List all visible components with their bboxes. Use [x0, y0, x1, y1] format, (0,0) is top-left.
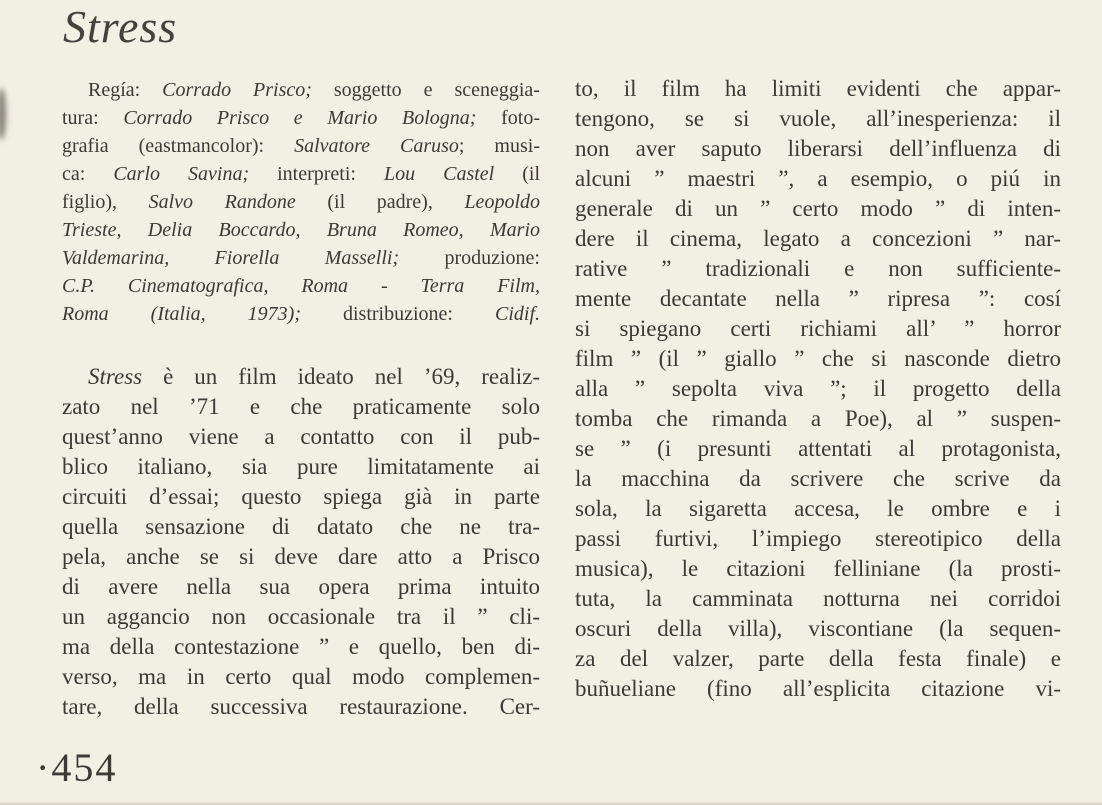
text-line: quella sensazione di datato che ne tra-	[62, 514, 540, 539]
text-line: si spiegano certi richiami all’ ” horror	[575, 316, 1061, 341]
text-line: Trieste, Delia Boccardo, Bruna Romeo, Mario	[62, 219, 540, 241]
entry-title: Stress	[63, 1, 178, 52]
text-line: blico italiano, sia pure limitatamente ai	[62, 454, 540, 479]
credits-block	[62, 76, 540, 328]
scan-edge-shadow	[0, 801, 1102, 805]
scan-artifact	[0, 88, 6, 140]
text-line: alla ” sepolta viva ”; il progetto della	[575, 376, 1061, 401]
text-line: film ” (il ” giallo ” che si nasconde dietro	[575, 346, 1061, 371]
text-line: Valdemarina, Fiorella Masselli; produzione:	[62, 247, 540, 269]
text-line: la macchina da scrivere che scrive da	[575, 466, 1061, 491]
text-line: tura: Corrado Prisco e Mario Bologna; foto-	[62, 107, 540, 129]
text-line: Stress è un film ideato nel ’69, realiz-	[88, 364, 540, 389]
text-line: tuta, la camminata notturna nei corridoi	[575, 586, 1061, 611]
text-line: pela, anche se si deve dare atto a Prisco	[62, 544, 540, 569]
text-line: sola, la sigaretta accesa, le ombre e i	[575, 496, 1061, 521]
text-line: za del valzer, parte della festa finale) e	[575, 646, 1061, 671]
text-line: musica), le citazioni felliniane (la prosti-	[575, 556, 1061, 581]
left-column	[62, 76, 540, 722]
text-line: ca: Carlo Savina; interpreti: Lou Castel (il	[62, 163, 541, 185]
text-line: quest’anno viene a contatto con il pub-	[62, 424, 540, 449]
text-line: tengono, se si vuole, all’inesperienza: il	[575, 106, 1061, 131]
text-line: di avere nella sua opera prima intuito	[62, 574, 540, 599]
text-line: dere il cinema, legato a concezioni ” nar-	[575, 226, 1061, 251]
text-line: circuiti d’essai; questo spiega già in parte	[62, 484, 540, 509]
text-line: buñueliane (fino all’esplicita citazione vi-	[575, 676, 1061, 701]
text-line: oscuri della villa), viscontiane (la sequen-	[575, 616, 1061, 641]
text-line: se ” (i presunti attentati al protagonista,	[575, 436, 1061, 461]
text-line: grafia (eastmancolor): Salvatore Caruso; musi-	[62, 135, 540, 157]
text-line: rative ” tradizionali e non sufficiente-	[575, 256, 1061, 281]
text-line: tomba che rimanda a Poe), al ” suspen-	[575, 406, 1061, 431]
text-line: Roma (Italia, 1973); distribuzione: Cidif.	[62, 303, 540, 325]
text-line: Regía: Corrado Prisco; soggetto e sceneggia-	[88, 79, 540, 101]
text-line: passi furtivi, l’impiego stereotipico della	[575, 526, 1061, 551]
text-line: un aggancio non occasionale tra il ” cli-	[62, 604, 540, 629]
text-line: generale di un ” certo modo ” di inten-	[575, 196, 1061, 221]
text-line: alcuni ” maestri ”, a esempio, o piú in	[575, 166, 1061, 191]
text-line: verso, ma in certo qual modo complemen-	[62, 664, 540, 689]
text-line: ma della contestazione ” e quello, ben di-	[62, 634, 540, 659]
text-line: tare, della successiva restaurazione. Cer-	[62, 694, 540, 719]
text-line: zato nel ’71 e che praticamente solo	[62, 394, 540, 419]
text-line: to, il film ha limiti evidenti che appar-	[575, 76, 1061, 101]
text-line: non aver saputo liberarsi dell’influenza di	[575, 136, 1061, 161]
right-column-paragraph	[575, 74, 1061, 704]
page-number: ·454	[36, 745, 118, 790]
text-line: mente decantate nella ” ripresa ”: cosí	[575, 286, 1061, 311]
text-line: figlio), Salvo Randone (il padre), Leopoldo	[62, 191, 540, 213]
text-line: C.P. Cinematografica, Roma - Terra Film,	[62, 275, 540, 297]
left-body-paragraph	[62, 362, 540, 722]
